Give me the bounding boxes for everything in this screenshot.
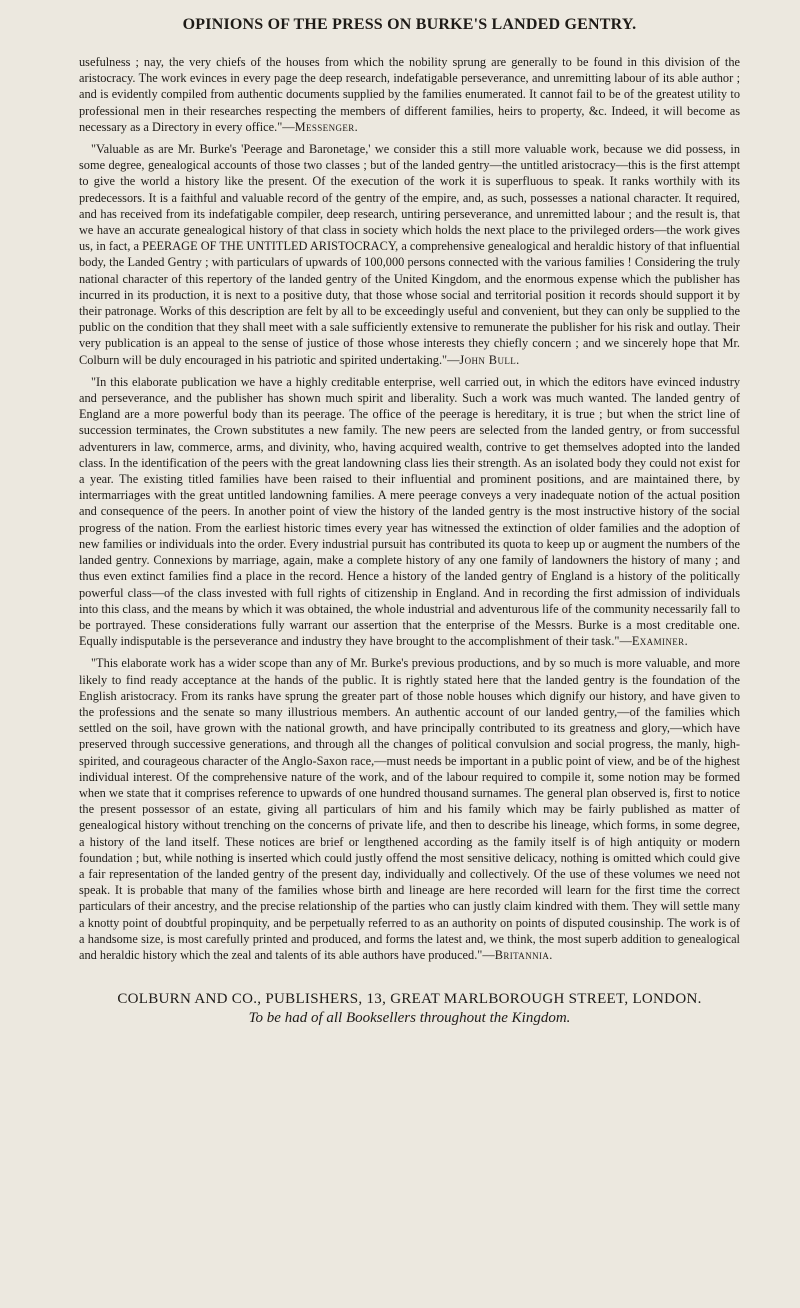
review-britannia <box>79 655 740 963</box>
review-examiner <box>79 374 740 649</box>
running-head: OPINIONS OF THE PRESS ON BURKE'S LANDED GENTRY. <box>182 16 637 33</box>
booksellers-tagline: To be had of all Booksellers throughout the Kingdom. <box>248 1010 571 1027</box>
review-source: Messenger. <box>294 119 359 134</box>
review-messenger <box>79 54 740 135</box>
review-body: "This elaborate work has a wider scope than any of Mr. Burke's previous productions, and by so much is more valuable, and more likely to find ready acceptance at the hands of the public. It is rightly stated here that the landed gentry is the foundation of the English aristocracy. From its ranks have sprung the greater part of those noble houses which dignify our history, and have given to the professions and the senate so many illustrious members. An authentic account of our landed gentry,—of the families which settled on the soil, have grown with the national growth, and have principally contributed to its greatness and glory,—which have preserved through successive generations, and through all the changes of political convulsion and social progress, the manly, high-spirited, and courageous character of the Anglo-Saxon race,—must needs be important in a public point of view, and be of the highest individual interest. Of the comprehensive nature of the work, and of the labour required to compile it, some notion may be formed when we state that it comprises reference to upwards of one hundred thousand surnames. The general plan observed is, first to notice the present possessor of an estate, giving all particulars of him and his family which may be fairly published as matter of genealogical history without trenching on the concerns of private life, and then to describe his lineage, which forms, in some degree, a history of the land itself. These notices are brief or lengthened according as the family itself is of high antiquity or modern foundation ; but, while nothing is inserted which could justly offend the most sensitive delicacy, nothing is omitted which could give a fair representation of the landed gentry of the present day, individually and collectively. Of the use of these volumes we need not speak. It is probable that many of the families whose birth and lineage are here recorded will learn for the first time the correct particulars of their ancestry, and the precise relationship of the parties who can justly claim kindred with them. They will settle many a knotty point of doubtful propinquity, and be perpetually referred to as an authority on points of disputed cousinship. The work is of a handsome size, is most carefully printed and produced, and forms the latest and, we think, the most superb addition to genealogical and heraldic history which the zeal and talents of its able authors have produced."— <box>79 656 740 962</box>
publisher-imprint <box>79 991 740 1027</box>
publisher-line: COLBURN AND CO., PUBLISHERS, 13, GREAT MARLBOROUGH STREET, LONDON. <box>117 991 702 1008</box>
review-source: Britannia. <box>494 947 553 962</box>
review-john-bull <box>79 141 740 368</box>
review-body: usefulness ; nay, the very chiefs of the houses from which the nobility sprung are generally to be found in this division of the aristocracy. The work evinces in every page the deep research, indefatigable perseverance, and unremitting labour of its able author ; and is evidently compiled from authentic documents supplied by the families enumerated. It cannot fail to be of the greatest utility to professional men in their researches respecting the members of different families, heirs to property, &c. Indeed, it will become as necessary as a Directory in every office."— <box>79 55 740 134</box>
review-source: John Bull. <box>459 352 520 367</box>
review-body: "Valuable as are Mr. Burke's 'Peerage and Baronetage,' we consider this a still more valuable work, because we did possess, in some degree, genealogical accounts of those two classes ; but of the landed gentry—the untitled aristocracy—this is the first attempt to give the world a history like the present. Of the execution of the work it is superfluous to speak. It ranks worthily with its predecessors. It is a faithful and valuable record of the gentry of the empire, and, as such, possesses a national character. It required, and has received from its indefatigable compiler, deep research, untiring perseverance, and unremitted labour ; and the result is, that we have an accurate genealogical history of that class in society which holds the next place to the privileged orders—the work gives us, in fact, a PEERAGE OF THE UNTITLED ARISTOCRACY, a comprehensive genealogical and heraldic history of that influential body, the Landed Gentry ; with particulars of upwards of 100,000 persons connected with the various families ! Considering the truly national character of this repertory of the landed gentry of the United Kingdom, and the enormous expense which the publisher has incurred in its production, it is next to a positive duty, that those whose social and territorial position it records should support it by their patronage. Works of this description are felt by all to be exceedingly useful and convenient, but they can only be supplied to the public on the condition that they shall meet with a sale sufficiently extensive to remunerate the publisher for his risk and outlay. Their very publication is an appeal to the sense of justice of those whose interests they chiefly concern ; and we sincerely hope that Mr. Colburn will be duly encouraged in his patriotic and spirited undertaking."— <box>79 142 740 367</box>
review-body: "In this elaborate publication we have a highly creditable enterprise, well carried out, in which the editors have evinced industry and perseverance, and the publisher has shown much spirit and liberality. Such a work was much wanted. The landed gentry of England are a more powerful body than its peerage. The office of the peerage is hereditary, it is true ; but when the strict line of succession terminates, the Crown substitutes a new family. The new peers are selected from the landed gentry, or from successful adventurers in law, commerce, arms, and divinity, who, having acquired wealth, contrive to get themselves adopted into the landed class. In the identification of the peers with the great landowning class lies their strength. As an isolated body they could not exist for a year. The existing titled families have been raised to their influential and prominent positions, and are maintained there, by intermarriages with the great untitled landowning families. A mere peerage conveys a very inadequate notion of the actual position and consequence of the peers. In another point of view the history of the landed gentry is the most instructive history of the social progress of the nation. From the earliest historic times every year has witnessed the extinction of older families and the adoption of new families or individuals into the order. Every industrial pursuit has contributed its quota to keep up or augment the numbers of the landed gentry. Connexions by marriage, again, make a complete history of any one family of landowners the history of many ; and thus even extinct families find a place in the record. Hence a history of the landed gentry of England is a history of the politically powerful class—of the class invested with full rights of citizenship in England. And in recording the first admission of individuals into this class, and the means by which it was obtained, the whole industrial and adventurous life of the community necessarily fall to be portrayed. These considerations fully warrant our assertion that the enterprise of the Messrs. Burke is a most creditable one. Equally indisputable is the perseverance and industry they have brought to the accomplishment of their task."— <box>79 374 740 649</box>
review-source: Examiner. <box>631 634 689 649</box>
